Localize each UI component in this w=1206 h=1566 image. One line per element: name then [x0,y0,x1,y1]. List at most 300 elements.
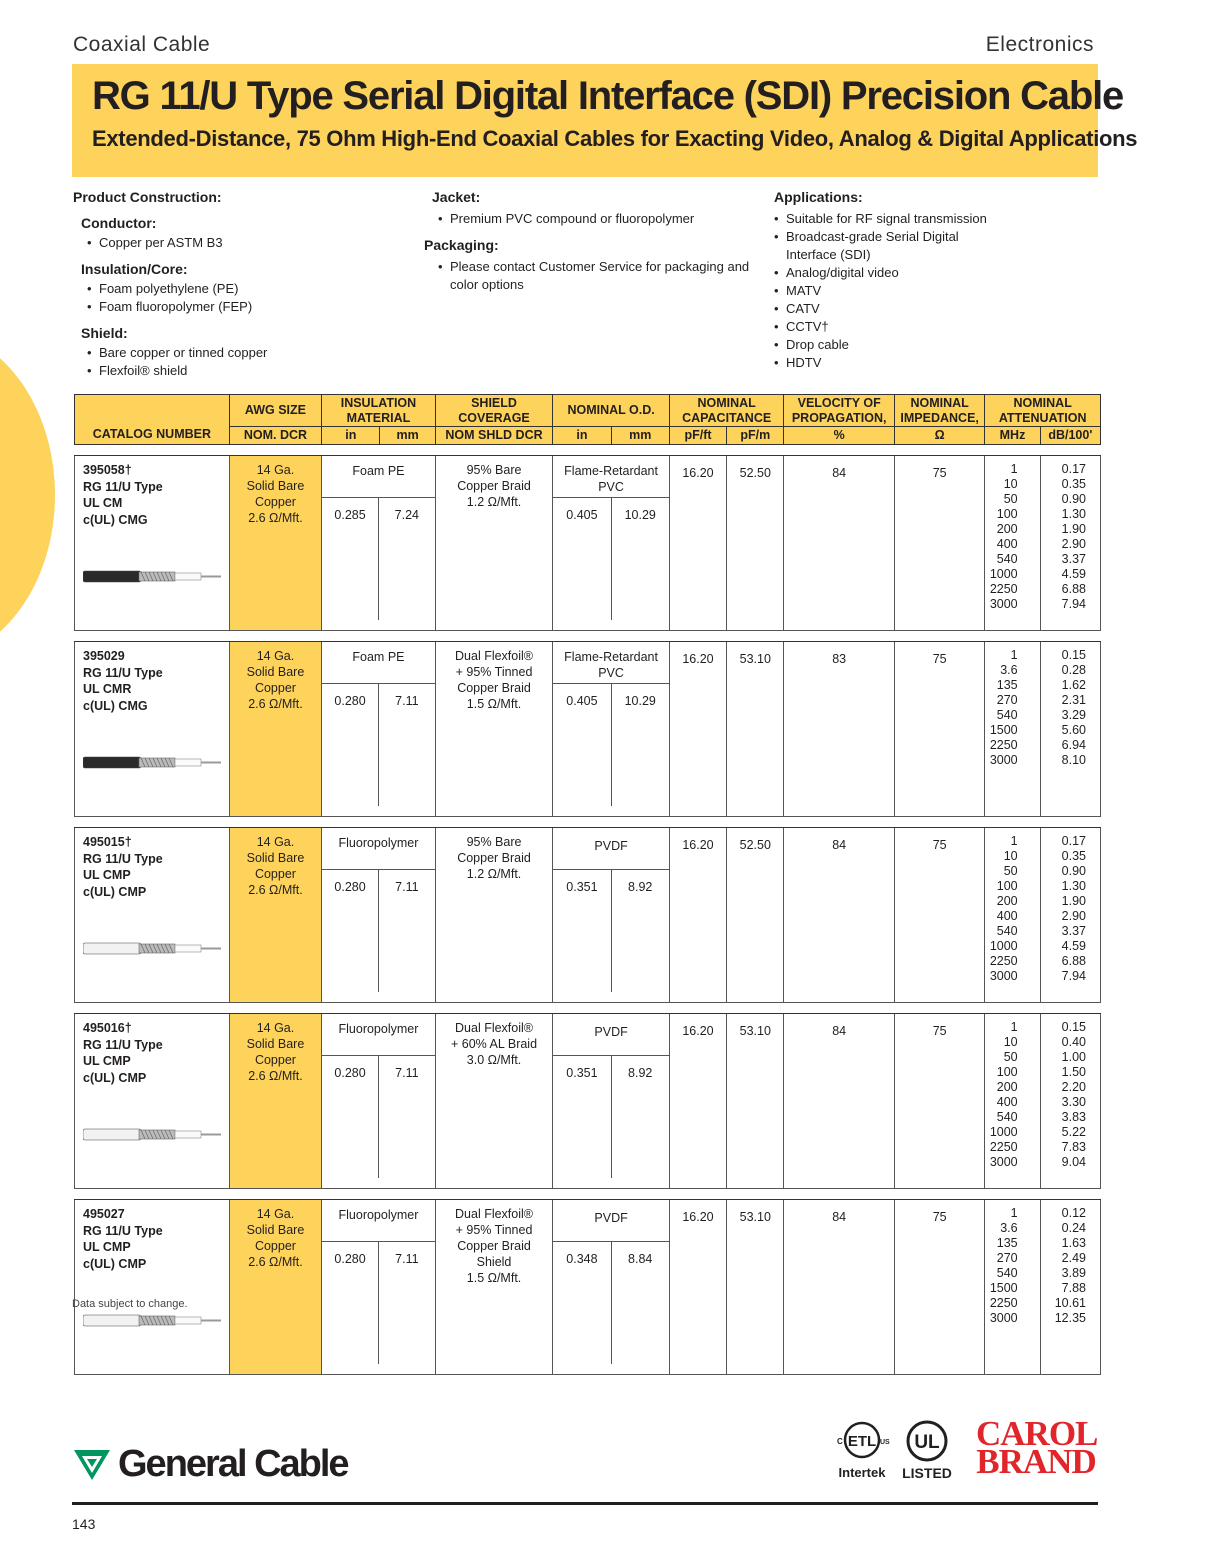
construction-section [73,188,403,380]
cell-line: 1 [1010,1020,1018,1034]
row-spacer [75,1003,1101,1014]
cell-line: 1.62 [1061,678,1086,692]
cell-line: 270 [996,1251,1018,1265]
row-spacer [75,1189,1101,1200]
impedance-cell: 75 [894,1014,984,1189]
cell-line: 1.00 [1061,1050,1086,1064]
cell-line: UL CMP [83,1240,131,1254]
title-banner [72,64,1138,177]
cell-line: 1 [1010,834,1018,848]
header-mhz: MHz [985,427,1040,445]
cell-line: 3.6 [1000,1221,1018,1235]
cell-line: 10 [1003,477,1018,491]
od-cell [553,1200,670,1375]
cell-line: 3.6 [1000,663,1018,677]
header-velocity-unit: % [784,427,895,445]
cell-line: 540 [996,1266,1018,1280]
cell-line: 0.28 [1061,663,1086,677]
row-spacer [75,445,1101,456]
row-spacer [75,631,1101,642]
cell-line: 1.5 Ω/Mft. [466,697,522,711]
header-ins-mm: mm [380,427,435,445]
cell-line: 14 Ga. [256,835,295,849]
page-title: RG 11/U Type Serial Digital Interface (SDI) Precision Cable [92,74,1124,118]
cell-line: 2.49 [1061,1251,1086,1265]
cell-line: c(UL) CMP [83,884,147,899]
insulation-in: 0.280 [322,870,379,992]
cell-line: Solid Bare [246,665,305,679]
cell-line: 3000 [989,1155,1018,1169]
cell-line: 200 [996,1080,1018,1094]
cell-line: 8.10 [1061,753,1086,767]
cable-image-icon [83,1312,223,1328]
header-shield: SHIELD COVERAGE [435,395,553,427]
table-row [75,456,1101,631]
cell-line: 7.94 [1061,969,1086,983]
list-item: • Analog/digital video [774,264,1034,282]
mhz-cell [985,828,1040,1003]
carol-brand-logo [976,1414,1098,1481]
cell-line: 0.15 [1061,648,1086,662]
impedance-cell: 75 [894,642,984,817]
capacitance-pfft-cell: 16.20 [669,642,726,817]
cable-image-icon [83,940,223,956]
etl-c-text: C [837,1437,843,1446]
header-attenuation: NOMINAL ATTENUATION [985,395,1101,427]
insulation-mm: 7.11 [395,694,419,708]
capacitance-pfm-cell: 53.10 [727,1014,784,1189]
insulation-dimensions [322,498,435,620]
section-label: Coaxial Cable [73,33,211,56]
insulation-cell [322,1200,436,1375]
impedance-cell: 75 [894,456,984,631]
cell-line: 12.35 [1054,1311,1086,1325]
cell-line: 400 [996,1095,1018,1109]
cell-line: 6.88 [1061,954,1086,968]
list-item: • Foam polyethylene (PE) [87,280,403,298]
insulation-list [73,280,403,316]
cell-line: 3000 [989,969,1018,983]
table-row [75,642,1101,817]
cell-line: UL CMP [83,1054,131,1068]
od-mm: 8.92 [628,1066,653,1080]
cell-line: c(UL) CMG [83,512,148,527]
capacitance-pfft-cell: 16.20 [669,828,726,1003]
cell-line: 50 [1003,492,1018,506]
cell-line: 3.0 Ω/Mft. [466,1053,522,1067]
cell-line: + 95% Tinned [455,665,533,679]
od-dimensions [553,1056,669,1178]
cell-line: Solid Bare [246,479,305,493]
cell-line: c(UL) CMP [83,1070,147,1085]
cell-line: 2250 [989,582,1018,596]
etl-text: ETL [847,1433,877,1450]
cell-line: 6.94 [1061,738,1086,752]
insulation-material: Fluoropolymer [322,1200,435,1242]
cell-line: 3000 [989,597,1018,611]
jacket-section [424,188,754,294]
category-label: Electronics [985,33,1094,56]
velocity-cell: 83 [784,642,895,817]
shield-heading: Shield: [81,325,128,341]
cell-line: 200 [996,894,1018,908]
insulation-cell [322,456,436,631]
cell-line: 0.40 [1061,1035,1086,1049]
cell-line: 3.37 [1061,552,1086,566]
db-cell [1040,456,1100,631]
conductor-heading: Conductor: [81,215,157,231]
awg-cell [229,1200,321,1375]
insulation-material: Fluoropolymer [322,828,435,870]
od-in: 0.348 [553,1242,611,1364]
insulation-dimensions [322,1242,435,1364]
shield-cell [435,1200,553,1375]
mhz-cell [985,642,1040,817]
insulation-cell [322,828,436,1003]
list-item: • Foam fluoropolymer (FEP) [87,298,403,316]
cell-line: 395058† [83,463,132,477]
mhz-values [985,1200,1039,1326]
cell-line: 2.31 [1061,693,1086,707]
page-number: 143 [72,1516,96,1532]
cell-line: 1.2 Ω/Mft. [466,495,522,509]
list-item: • MATV [774,282,1034,300]
awg-cell [229,1014,321,1189]
db-cell [1040,828,1100,1003]
table-row [75,828,1101,1003]
awg-cell [229,456,321,631]
header-velocity: VELOCITY OF PROPAGATION, [784,395,895,427]
cell-line: Copper [254,681,296,695]
ul-text: UL [914,1432,940,1453]
cell-line: 2.6 Ω/Mft. [248,1069,303,1083]
cell-line: Dual Flexfoil® [455,649,534,663]
cell-line: + 95% Tinned [455,1223,533,1237]
cell-line: 5.22 [1061,1125,1086,1139]
list-item: • CATV [774,300,1034,318]
capacitance-pfm-cell: 52.50 [727,828,784,1003]
ul-mark-icon [903,1418,951,1464]
cell-line: c(UL) CMP [83,1256,147,1271]
jacket-material: PVDF [553,828,669,870]
impedance-cell: 75 [894,828,984,1003]
cell-line: 1.5 Ω/Mft. [466,1271,522,1285]
cell-line: Copper Braid [457,1239,531,1253]
od-cell [553,456,670,631]
cell-line: Dual Flexfoil® [455,1207,534,1221]
header-impedance: NOMINAL IMPEDANCE, [894,395,984,427]
cell-line: 14 Ga. [256,1207,295,1221]
cell-line: RG 11/U Type [83,1037,163,1052]
insulation-in: 0.280 [322,684,379,806]
cell-line: Shield [476,1255,512,1269]
velocity-cell: 84 [784,828,895,1003]
footer-rule [72,1502,1098,1505]
header-db: dB/100' [1040,427,1100,445]
etl-intertek-logo [834,1418,890,1480]
cell-line: 1.90 [1061,522,1086,536]
od-mm: 10.29 [624,508,656,522]
cell-line: 495015† [83,835,132,849]
cable-image-icon [83,568,223,584]
insulation-cell [322,642,436,817]
cell-line: Copper Braid [457,851,531,865]
list-item: • Flexfoil® shield [87,362,403,380]
decorative-circle [0,330,55,660]
intertek-label: Intertek [838,1465,886,1480]
header-od-mm: mm [611,427,669,445]
list-item: • HDTV [774,354,1034,372]
applications-heading: Applications: [774,189,863,205]
awg-cell [229,642,321,817]
od-mm: 10.29 [624,694,656,708]
mhz-cell [985,1200,1040,1375]
shield-cell [435,456,553,631]
cell-line: 3000 [989,1311,1018,1325]
catalog-cell [75,642,230,817]
cell-line: RG 11/U Type [83,1223,163,1238]
cell-line: Copper [254,495,296,509]
spacer-cell [75,631,1101,642]
jacket-material: Flame-Retardant PVC [553,456,669,498]
cell-line: 50 [1003,1050,1018,1064]
list-item: • Drop cable [774,336,1034,354]
capacitance-pfft-cell: 16.20 [669,1014,726,1189]
row-spacer [75,817,1101,828]
od-mm: 8.92 [628,880,653,894]
table-row [75,1200,1101,1375]
jacket-heading: Jacket: [432,189,481,205]
applications-list [774,210,1034,372]
capacitance-pfft-cell: 16.20 [669,456,726,631]
header-insulation: INSULATION MATERIAL [322,395,436,427]
cell-line: 1.90 [1061,894,1086,908]
jacket-list [424,210,754,228]
od-cell [553,828,670,1003]
cell-line: 0.35 [1061,849,1086,863]
insulation-mm: 7.11 [395,880,419,894]
cell-line: 1 [1010,648,1018,662]
cell-line: 2.6 Ω/Mft. [248,883,303,897]
insulation-cell [322,1014,436,1189]
cell-line: 10.61 [1054,1296,1086,1310]
insulation-material: Foam PE [322,642,435,684]
conductor-list [73,234,403,252]
cell-line: 1.50 [1061,1065,1086,1079]
mhz-values [985,1014,1039,1170]
header-awg: AWG SIZE [229,395,321,427]
cell-line: 0.90 [1061,492,1086,506]
header-catalog: CATALOG NUMBER [75,395,230,445]
cell-line: 1000 [989,567,1018,581]
header-ins-in: in [322,427,380,445]
cell-line: 0.90 [1061,864,1086,878]
cell-line: 395029 [83,649,125,663]
cell-line: Solid Bare [246,1037,305,1051]
list-item: • Suitable for RF signal transmission [774,210,1034,228]
cell-line: 0.12 [1061,1206,1086,1220]
db-values [1041,1014,1100,1170]
insulation-in: 0.285 [322,498,379,620]
list-item: • Premium PVC compound or fluoropolymer [438,210,754,228]
od-dimensions [553,870,669,992]
velocity-cell: 84 [784,1014,895,1189]
cell-line: 2250 [989,954,1018,968]
spacer-cell [75,1189,1101,1200]
cell-line: 4.59 [1061,567,1086,581]
cell-line: 7.83 [1061,1140,1086,1154]
brand-name: General Cable [118,1443,348,1485]
cell-line: 2250 [989,1140,1018,1154]
list-item: • Copper per ASTM B3 [87,234,403,252]
insulation-dimensions [322,684,435,806]
cell-line: 135 [996,678,1018,692]
catalog-cell [75,1014,230,1189]
cell-line: 0.35 [1061,477,1086,491]
packaging-list [424,258,754,294]
page-subtitle: Extended-Distance, 75 Ohm High-End Coaxial Cables for Exacting Video, Analog & Digital Applications [92,126,1138,151]
cell-line: 1.63 [1061,1236,1086,1250]
cell-line: 14 Ga. [256,1021,295,1035]
cell-line: 0.24 [1061,1221,1086,1235]
cell-line: 540 [996,708,1018,722]
od-in: 0.405 [553,684,611,806]
cell-line: 3.83 [1061,1110,1086,1124]
header-shield-sub: NOM SHLD DCR [435,427,553,445]
cell-line: 7.94 [1061,597,1086,611]
cell-line: 0.17 [1061,834,1086,848]
cell-line: 100 [996,1065,1018,1079]
cell-line: 2.6 Ω/Mft. [248,1255,303,1269]
cable-spec-table [74,394,1101,1375]
header-od-in: in [553,427,611,445]
cell-line: UL CMR [83,682,132,696]
etl-us-text: US [880,1439,890,1446]
capacitance-pfm-cell: 53.10 [727,1200,784,1375]
cell-line: Copper [254,1053,296,1067]
cell-line: 2.6 Ω/Mft. [248,697,303,711]
header-impedance-unit: Ω [894,427,984,445]
cell-line: 0.17 [1061,462,1086,476]
shield-cell [435,1014,553,1189]
velocity-cell: 84 [784,1200,895,1375]
cell-line: 2250 [989,1296,1018,1310]
cell-line: RG 11/U Type [83,665,163,680]
cell-line: Solid Bare [246,851,305,865]
general-cable-logo [72,1443,348,1486]
insulation-material: Fluoropolymer [322,1014,435,1056]
cell-line: 100 [996,879,1018,893]
cell-line: 95% Bare [466,463,522,477]
db-values [1041,456,1100,612]
cell-line: Copper Braid [457,479,531,493]
cell-line: 2.90 [1061,909,1086,923]
spacer-cell [75,1003,1101,1014]
awg-cell [229,828,321,1003]
cell-line: 0.15 [1061,1020,1086,1034]
data-note: Data subject to change. [72,1298,188,1310]
cell-line: Copper [254,1239,296,1253]
header-capacitance: NOMINAL CAPACITANCE [669,395,784,427]
etl-mark-icon [834,1418,890,1464]
cell-line: 10 [1003,1035,1018,1049]
od-cell [553,1014,670,1189]
od-in: 0.351 [553,1056,611,1178]
insulation-in: 0.280 [322,1242,379,1364]
insulation-material: Foam PE [322,456,435,498]
cable-image-icon [83,1126,223,1142]
insulation-mm: 7.11 [395,1252,419,1266]
db-values [1041,1200,1100,1326]
db-cell [1040,1200,1100,1375]
od-mm: 8.84 [628,1252,653,1266]
cell-line: 3.30 [1061,1095,1086,1109]
insulation-dimensions [322,1056,435,1178]
spacer-cell [75,445,1101,456]
list-item: • Broadcast-grade Serial Digital Interface (SDI) [774,228,996,264]
cell-line: Copper Braid [457,681,531,695]
cell-line: 4.59 [1061,939,1086,953]
cell-line: 495016† [83,1021,132,1035]
catalog-cell [75,1200,230,1375]
catalog-cell [75,456,230,631]
insulation-in: 0.280 [322,1056,379,1178]
capacitance-pfm-cell: 53.10 [727,642,784,817]
cable-image-icon [83,754,223,770]
shield-list [73,344,403,380]
spacer-cell [75,817,1101,828]
header-pfm: pF/m [727,427,784,445]
cell-line: RG 11/U Type [83,851,163,866]
packaging-heading: Packaging: [424,237,499,253]
jacket-material: Flame-Retardant PVC [553,642,669,684]
capacitance-pfm-cell: 52.50 [727,456,784,631]
list-item: • Please contact Customer Service for packaging and color options [438,258,750,294]
insulation-mm: 7.11 [395,1066,419,1080]
header-awg-sub: NOM. DCR [229,427,321,445]
cell-line: 100 [996,507,1018,521]
construction-heading: Product Construction: [73,189,222,205]
cell-line: + 60% AL Braid [450,1037,538,1051]
cell-line: 10 [1003,849,1018,863]
ul-listed-label: LISTED [902,1465,952,1481]
cell-line: 270 [996,693,1018,707]
mhz-values [985,456,1039,612]
cell-line: 400 [996,909,1018,923]
cell-line: 200 [996,522,1018,536]
cell-line: 1.30 [1061,879,1086,893]
general-cable-mark-icon [72,1448,112,1482]
insulation-heading: Insulation/Core: [81,261,188,277]
cell-line: 1 [1010,462,1018,476]
impedance-cell: 75 [894,1200,984,1375]
cell-line: 135 [996,1236,1018,1250]
applications-section [774,188,1034,372]
cell-line: 14 Ga. [256,649,295,663]
insulation-mm: 7.24 [394,508,420,522]
cell-line: 1500 [989,1281,1018,1295]
db-cell [1040,642,1100,817]
cell-line: 6.88 [1061,582,1086,596]
od-dimensions [553,1242,669,1364]
cell-line: 1000 [989,1125,1018,1139]
od-in: 0.405 [553,498,611,620]
od-dimensions [553,498,669,620]
cell-line: Dual Flexfoil® [455,1021,534,1035]
cell-line: 400 [996,537,1018,551]
catalog-cell [75,828,230,1003]
cell-line: UL CM [83,496,123,510]
